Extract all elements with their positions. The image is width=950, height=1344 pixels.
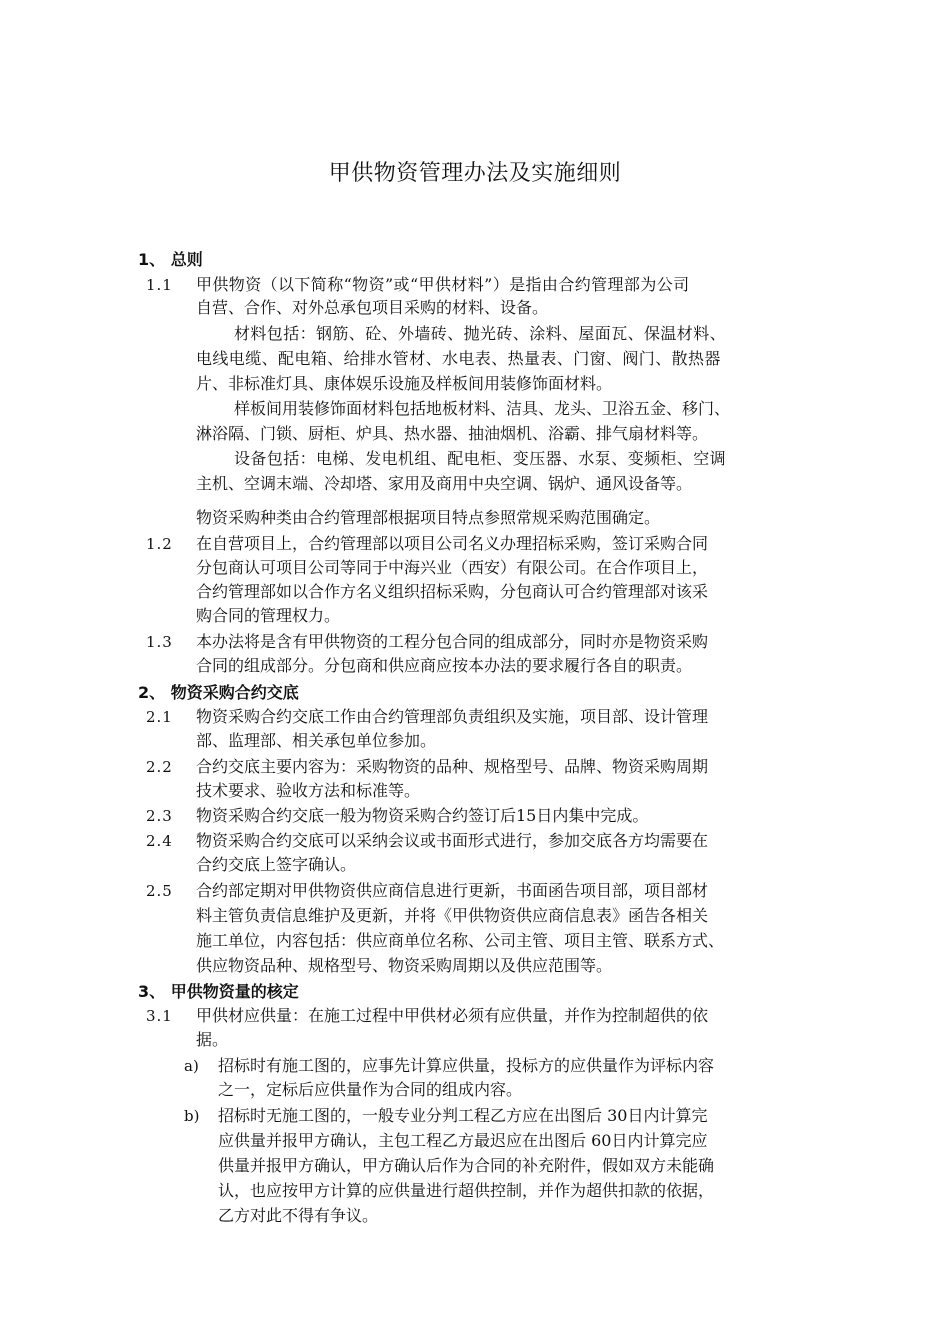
paragraph-line: 部、监理部、相关承包单位参加。: [196, 731, 437, 750]
clause-number: 2.4: [146, 832, 173, 850]
clause-number: 1.2: [146, 535, 173, 553]
paragraph-line: 片、非标准灯具、康体娱乐设施及样板间用装修饰面材料。: [196, 374, 613, 393]
paragraph-line: 电线电缆、配电箱、给排水管材、水电表、热量表、门窗、阀门、散热器: [196, 349, 721, 368]
clause-number: 3.1: [146, 1007, 173, 1025]
clause-number: 1.3: [146, 633, 173, 651]
page-title: 甲供物资管理办法及实施细则: [328, 161, 622, 186]
paragraph-line: 设备包括：电梯、发电机组、配电柜、变压器、水泵、变频柜、空调: [234, 449, 727, 468]
clause-number: 2.2: [146, 758, 173, 776]
list-marker: b): [184, 1107, 200, 1125]
paragraph-line: 甲供物资（以下简称“物资”或“甲供材料”）是指由合约管理部为公司: [196, 275, 690, 294]
paragraph-line: 合约部定期对甲供物资供应商信息进行更新，书面函告项目部，项目部材: [196, 881, 709, 900]
paragraph-line: 招标时无施工图的，一般专业分判工程乙方应在出图后 30日内计算完: [218, 1106, 708, 1125]
paragraph-line: 主机、空调末端、冷却塔、家用及商用中央空调、锅炉、通风设备等。: [196, 474, 693, 493]
paragraph-line: 乙方对此不得有争议。: [218, 1206, 379, 1225]
paragraph-line: 购合同的管理权力。: [196, 606, 341, 625]
paragraph-line: 认，也应按甲方计算的应供量进行超供控制，并作为超供扣款的依据，: [218, 1181, 715, 1200]
clause-number: 2.1: [146, 708, 173, 726]
section-heading-contract-briefing: 2、 物资采购合约交底: [138, 683, 299, 702]
paragraph-line: 样板间用装修饰面材料包括地板材料、洁具、龙头、卫浴五金、移门、: [234, 399, 731, 418]
paragraph-line: 供量并报甲方确认，甲方确认后作为合同的补充附件，假如双方未能确: [218, 1156, 715, 1175]
paragraph-line: 施工单位，内容包括：供应商单位名称、公司主管、项目主管、联系方式、: [196, 931, 725, 950]
paragraph-line: 自营、合作、对外总承包项目采购的材料、设备。: [196, 298, 549, 317]
paragraph-line: 据。: [196, 1030, 229, 1049]
clause-number: 1.1: [146, 276, 173, 294]
paragraph-line: 合约交底主要内容为：采购物资的品种、规格型号、品牌、物资采购周期: [196, 757, 709, 776]
paragraph-line: 甲供材应供量：在施工过程中甲供材必须有应供量，并作为控制超供的依: [196, 1006, 709, 1025]
paragraph-line: 合约交底上签字确认。: [196, 855, 357, 874]
paragraph-line: 招标时有施工图的，应事先计算应供量，投标方的应供量作为评标内容: [218, 1056, 715, 1075]
paragraph-line: 之一，定标后应供量作为合同的组成内容。: [218, 1080, 523, 1099]
clause-number: 2.5: [146, 882, 173, 900]
list-marker: a): [184, 1057, 199, 1075]
paragraph-line: 合约管理部如以合作方名义组织招标采购，分包商认可合约管理部对该采: [196, 582, 709, 601]
paragraph-line: 物资采购合约交底可以采纳会议或书面形式进行，参加交底各方均需要在: [196, 831, 709, 850]
paragraph-line: 应供量并报甲方确认，主包工程乙方最迟应在出图后 60日内计算完应: [218, 1131, 708, 1150]
paragraph-line: 物资采购合约交底一般为物资采购合约签订后15日内集中完成。: [196, 806, 649, 825]
paragraph-line: 材料包括：钢筋、砼、外墙砖、抛光砖、涂料、屋面瓦、保温材料、: [234, 324, 727, 343]
paragraph-line: 技术要求、验收方法和标准等。: [196, 781, 421, 800]
section-heading-quantity-verification: 3、 甲供物资量的核定: [138, 982, 299, 1001]
paragraph-line: 供应物资品种、规格型号、物资采购周期以及供应范围等。: [196, 956, 613, 975]
paragraph-line: 物资采购合约交底工作由合约管理部负责组织及实施，项目部、设计管理: [196, 707, 709, 726]
paragraph-line: 合同的组成部分。分包商和供应商应按本办法的要求履行各自的职责。: [196, 656, 693, 675]
clause-number: 2.3: [146, 807, 173, 825]
paragraph-line: 在自营项目上，合约管理部以项目公司名义办理招标采购，签订采购合同: [196, 534, 709, 553]
section-heading-general: 1、 总则: [138, 250, 203, 269]
paragraph-line: 本办法将是含有甲供物资的工程分包合同的组成部分，同时亦是物资采购: [196, 632, 709, 651]
paragraph-line: 料主管负责信息维护及更新，并将《甲供物资供应商信息表》函告各相关: [196, 906, 709, 925]
paragraph-line: 分包商认可项目公司等同于中海兴业（西安）有限公司。在合作项目上，: [196, 558, 709, 577]
paragraph-line: 淋浴隔、门锁、厨柜、炉具、热水器、抽油烟机、浴霸、排气扇材料等。: [196, 424, 709, 443]
paragraph-line: 物资采购种类由合约管理部根据项目特点参照常规采购范围确定。: [196, 508, 661, 527]
